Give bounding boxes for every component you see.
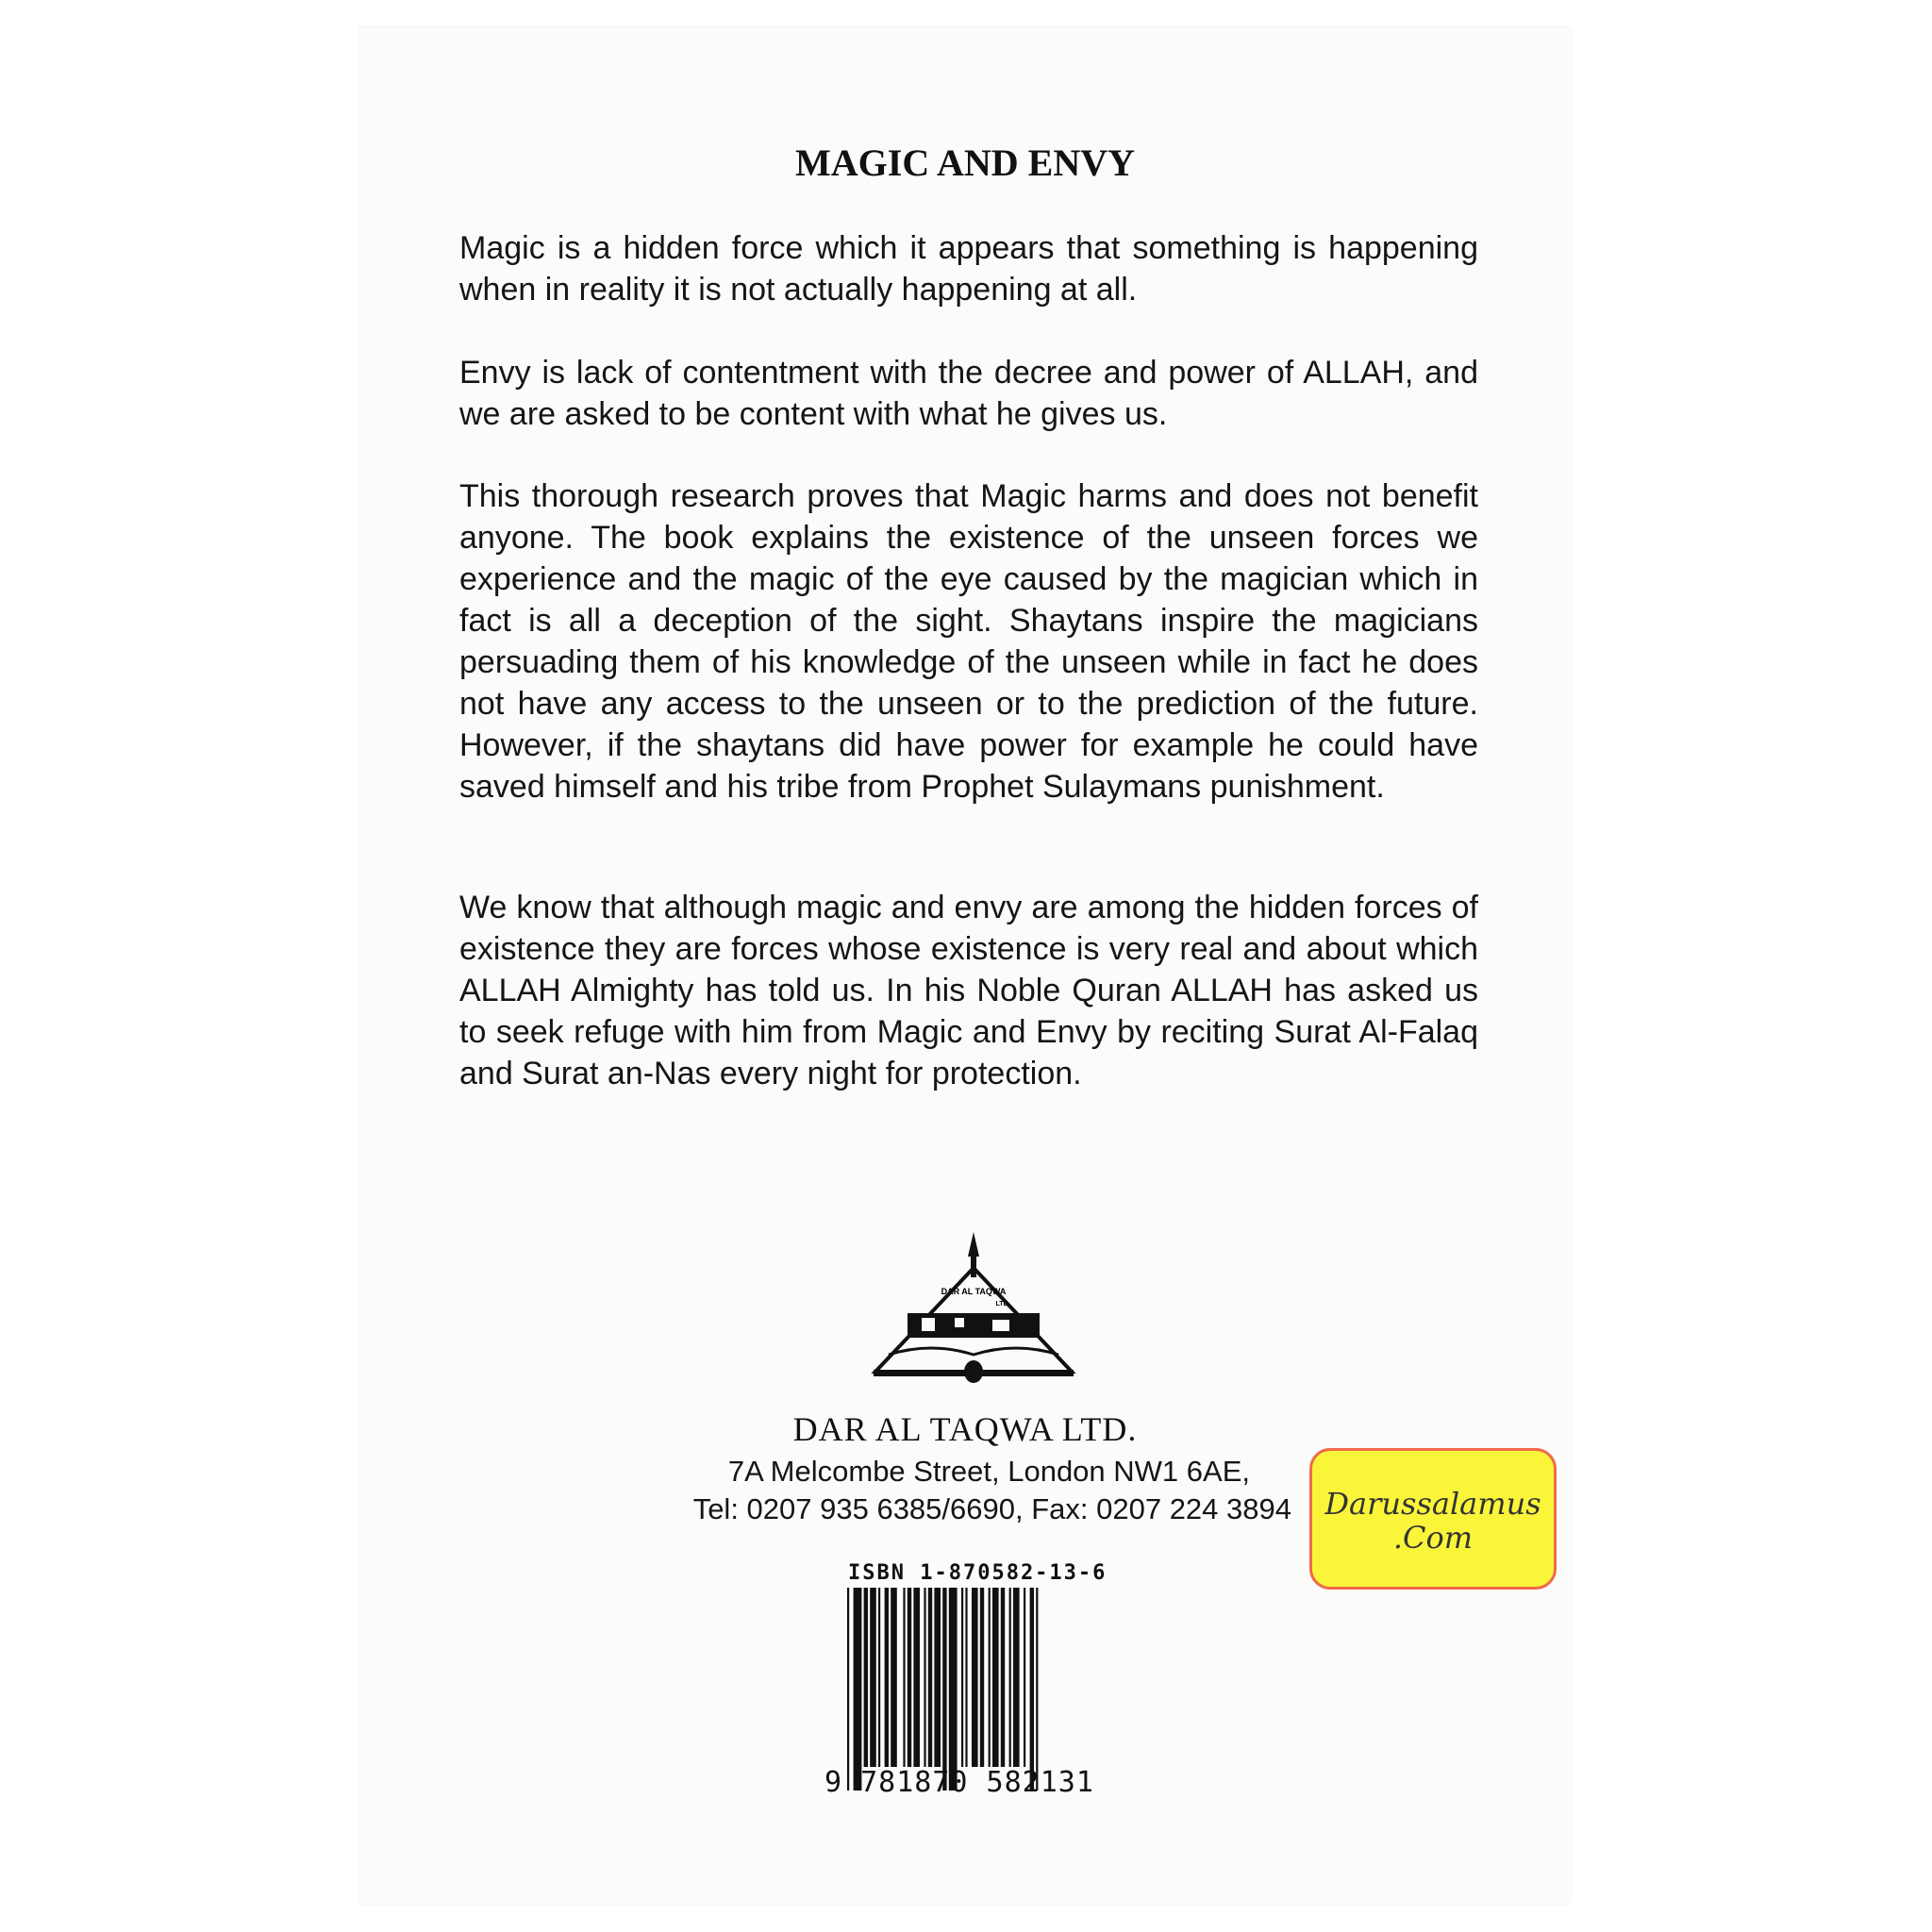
barcode-bar <box>992 1588 999 1767</box>
barcode-bar <box>961 1588 963 1767</box>
barcode-bar <box>972 1588 978 1767</box>
barcode-bar <box>1013 1588 1020 1767</box>
svg-text:DAR AL TAQWA: DAR AL TAQWA <box>941 1287 1007 1296</box>
darussalamus-badge <box>1309 1448 1557 1590</box>
barcode-bar <box>891 1588 897 1767</box>
barcode-bar <box>1001 1588 1005 1767</box>
barcode-bar <box>928 1588 932 1767</box>
paragraph-3: This thorough research proves that Magic harms and does not benefit anyone. The book explains the existence of the unseen forces we experience and the magic of the eye caused by the magician which in fact is all a deception of the sight. Shaytans inspire the magicians persuading them of his knowledge of the unseen while in fact he does not have any access to the unseen or to the prediction of the future. However, if the shaytans did have power for example he could have saved himself and his tribe from Prophet Sulaymans punishment. <box>459 478 1478 805</box>
publisher-name: DAR AL TAQWA LTD. <box>792 1410 1138 1448</box>
book-title: MAGIC AND ENVY <box>795 142 1135 184</box>
publisher-logo <box>870 1230 1077 1391</box>
paragraph-1: Magic is a hidden force which it appears that something is happening when in reality it is not actually happening at all. <box>459 230 1478 308</box>
barcode-bar <box>989 1588 991 1767</box>
barcode-bar <box>1009 1588 1011 1767</box>
barcode <box>847 1588 1100 1790</box>
barcode-bar <box>934 1588 941 1767</box>
barcode-bar <box>913 1588 920 1767</box>
barcode-bar <box>870 1588 876 1767</box>
svg-text:LTD: LTD <box>995 1301 1008 1307</box>
barcode-digits: 9 781870 582131 <box>824 1766 1094 1799</box>
barcode-bar <box>949 1588 958 1790</box>
barcode-bar <box>942 1588 946 1790</box>
publisher-address: 7A Melcombe Street, London NW1 6AE, <box>727 1455 1250 1488</box>
isbn-label: ISBN 1-870582-13-6 <box>848 1561 1108 1585</box>
barcode-bar <box>864 1588 868 1767</box>
barcode-bar <box>965 1588 967 1767</box>
barcode-bar <box>1024 1588 1025 1767</box>
barcode-bar <box>924 1588 925 1767</box>
paragraph-2: Envy is lack of contentment with the decree and power of ALLAH, and we are asked to be content with what he gives us. <box>459 355 1478 432</box>
barcode-bar <box>908 1588 911 1767</box>
barcode-bar <box>980 1588 984 1767</box>
barcode-bar <box>885 1588 889 1767</box>
paragraph-4: We know that although magic and envy are among the hidden forces of existence they are forces whose existence is very real and about which ALLAH Almighty has told us. In his Noble Quran ALLAH has asked us to seek refuge with him from Magic and Envy by reciting Surat Al-Falaq and Surat an-Nas every night for protection. <box>459 890 1478 1091</box>
barcode-bar <box>847 1588 849 1790</box>
publisher-contact: Tel: 0207 935 6385/6690, Fax: 0207 224 3894 <box>692 1492 1291 1525</box>
badge-line-2: .Com <box>1392 1520 1474 1556</box>
barcode-bar <box>903 1588 905 1767</box>
barcode-bar <box>1030 1588 1034 1790</box>
barcode-bar <box>878 1588 880 1767</box>
barcode-bar <box>1036 1588 1038 1790</box>
badge-line-1: Darussalamus <box>1324 1486 1541 1522</box>
barcode-bar <box>854 1588 862 1790</box>
